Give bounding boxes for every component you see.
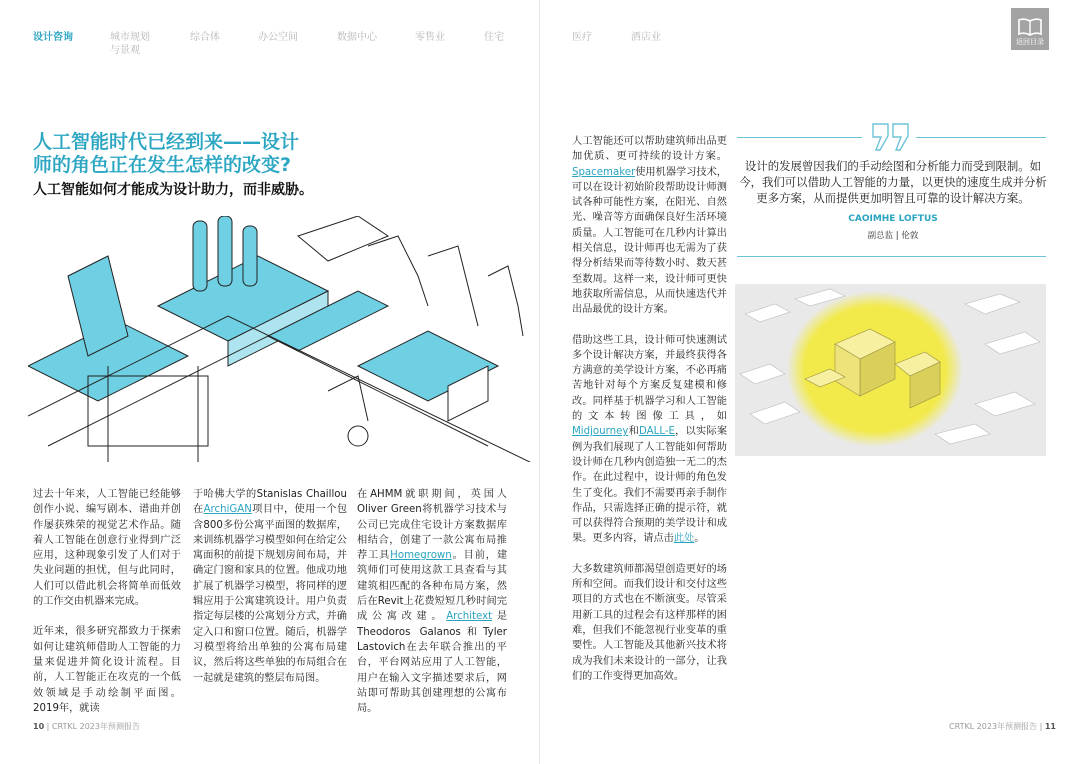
architext-link[interactable]: Architext xyxy=(446,611,493,623)
body-column-4 xyxy=(572,134,727,699)
nav-tab-hospitality[interactable]: 酒店业 xyxy=(631,32,661,43)
text: 。目前，建筑师们可使用这款工具查看与其建筑相匹配的各种布局方案，然后在Revit上花费短短几秒时间完成公寓改建。 xyxy=(357,550,508,623)
body-column-1 xyxy=(33,487,181,731)
homegrown-link[interactable]: Homegrown xyxy=(390,550,452,562)
paragraph: 大多数建筑师都渴望创造更好的场所和空间。而我们设计和交付这些项目的方式也在不断演变。尽管采用新工具的过程会有这样那样的困难，但我们不能忽视行业变革的重要性。人工智能及其他新兴技术将成为我们未来设计的一部分，让我们的工作变得更加高效。 xyxy=(572,563,727,682)
text: 人工智能还可以帮助建筑师出品更加优质、更可持续的设计方案。 xyxy=(572,136,727,163)
back-to-contents-button[interactable] xyxy=(1011,8,1049,50)
text: 和 xyxy=(628,426,640,438)
nav-tab-healthcare[interactable]: 医疗 xyxy=(572,32,592,43)
nav-tab-data-center[interactable]: 数据中心 xyxy=(337,32,377,43)
text: 在AHMM就职期间，英国人Oliver Green将机器学习技术与公司已完成住宅设计方案数据库相结合，创建了一款公寓布局推荐工具 xyxy=(357,489,507,562)
midjourney-link[interactable]: Midjourney xyxy=(572,426,629,438)
page-number: 10 xyxy=(33,722,45,731)
nav-tab-mixed-use[interactable]: 综合体 xyxy=(190,32,220,43)
page-gutter xyxy=(539,0,540,764)
paragraph xyxy=(193,487,347,686)
text: 是Theodoros Galanos和Tyler Lastovich在去年联合推出的平台，平台网站应用了人工智能，用户在输入文字描述要求后，网站即可帮助其创建理想的公寓布局。 xyxy=(357,611,508,715)
article-title: 人工智能时代已经到来——设计师的角色正在发生怎样的改变? xyxy=(33,131,300,176)
page-number: 11 xyxy=(1044,722,1056,731)
quote-rule-right xyxy=(916,137,1046,138)
text: 于哈佛大学的Stanislas Chaillou在 xyxy=(193,489,347,516)
text: 项目中，使用一个包含800多份公寓平面图的数据库，来训练机器学习模型如何在给定公寓面积的前提下规划房间布局，并确定门窗和家具的位置。他成功地扩展了机器学习模型，将同样的逻辑应用于公寓建筑设计。用户负责指定每层楼的公寓划分方式，并确定入口和窗口位置。随后，机器学习模型将给出单独的公寓布局建议，然后将这些单独的布局组合在一起就是建筑的整层布局图。 xyxy=(193,504,348,684)
pull-quote-text: 设计的发展曾因我们的手动绘图和分析能力而受到限制。如今，我们可以借助人工智能的力量，以更快的速度生成并分析更多方案，从而提供更加明智且可靠的设计解决方案。 xyxy=(739,159,1047,205)
footer-report-title: CRTKL 2023年预测报告 xyxy=(949,722,1038,731)
archigan-link[interactable]: ArchiGAN xyxy=(203,504,252,516)
body-column-2 xyxy=(193,487,347,701)
article-subtitle: 人工智能如何才能成为设计助力，而非威胁。 xyxy=(33,182,313,198)
nav-tab-residential[interactable]: 住宅 xyxy=(484,32,504,43)
back-to-contents-label: 返回目录 xyxy=(1016,38,1044,46)
quote-rule-bottom xyxy=(737,256,1046,257)
quote-rule-left xyxy=(737,137,862,138)
paragraph: 近年来，很多研究都致力于探索如何让建筑师借助人工智能的力量来促进并简化设计流程。目前，人工智能正在攻克的一个低效领域是手动绘制平面图。2019年，就读 xyxy=(33,626,181,714)
nav-tab-office[interactable]: 办公空间 xyxy=(258,32,298,43)
dall-e-link[interactable]: DALL-E xyxy=(639,426,675,438)
quote-author-name: CAOIMHE LOFTUS xyxy=(848,214,938,224)
footer-right: CRTKL 2023年预测报告 | 11 xyxy=(949,722,1056,731)
paragraph: 过去十年来，人工智能已经能够创作小说、编写剧本、谱曲并创作屡获殊荣的视觉艺术作品。随着人工智能在创意行业得到广泛应用，这种现象引发了人们对于失业问题的担忧，但与此同时，人们可以借此机会将简单而低效的工作交由机器来完成。 xyxy=(33,489,181,608)
paragraph xyxy=(357,487,507,716)
here-link[interactable]: 此处 xyxy=(673,533,695,545)
nav-tab-design-consulting[interactable]: 设计咨询 xyxy=(33,32,73,43)
nav-tab-urban-planning[interactable]: 城市规划与景观 xyxy=(110,32,150,56)
ai-factory-illustration xyxy=(28,216,538,462)
quote-author-role: 副总监 | 伦敦 xyxy=(867,231,919,241)
book-icon xyxy=(1017,17,1043,37)
paragraph xyxy=(572,333,727,547)
footer-left: 10 | CRTKL 2023年预测报告 xyxy=(33,722,140,731)
quote-mark-icon xyxy=(870,122,912,152)
nav-tab-retail[interactable]: 零售业 xyxy=(415,32,445,43)
text: 借助这些工具，设计师可快速测试多个设计解决方案，并最终获得各方满意的美学设计方案，不必再痛苦地针对每个方案反复建模和修改。同样基于机器学习和人工智能的文本转图像工具，如 xyxy=(572,334,727,423)
text: 。 xyxy=(694,533,705,545)
spacemaker-link[interactable]: Spacemaker xyxy=(572,166,636,178)
text: ，以实际案例为我们展现了人工智能如何帮助设计师在几秒内创造独一无二的杰作。在此过程中，设计师的角色发生了变化。我们不需要再亲手制作作品，只需选择正确的提示符，就可以获得符合预期的美学设计和成果。更多内容，请点击 xyxy=(572,426,728,545)
body-column-3 xyxy=(357,487,507,731)
footer-report-title: CRTKL 2023年预测报告 xyxy=(51,722,140,731)
text: 使用机器学习技术，可以在设计初始阶段帮助设计师测试各种可能性方案，在阳光、自然光、噪音等方面确保良好生活环境质量。人工智能可在几秒内计算出相关信息，设计师再也无需为了获得分析结果而等待数小时、数天甚至数周。这样一来，设计师可更快地获取所需信息，从而快速迭代并出品最优的设计方案。 xyxy=(572,166,727,316)
paragraph xyxy=(572,134,727,318)
city-sunlight-analysis-image xyxy=(735,284,1046,456)
